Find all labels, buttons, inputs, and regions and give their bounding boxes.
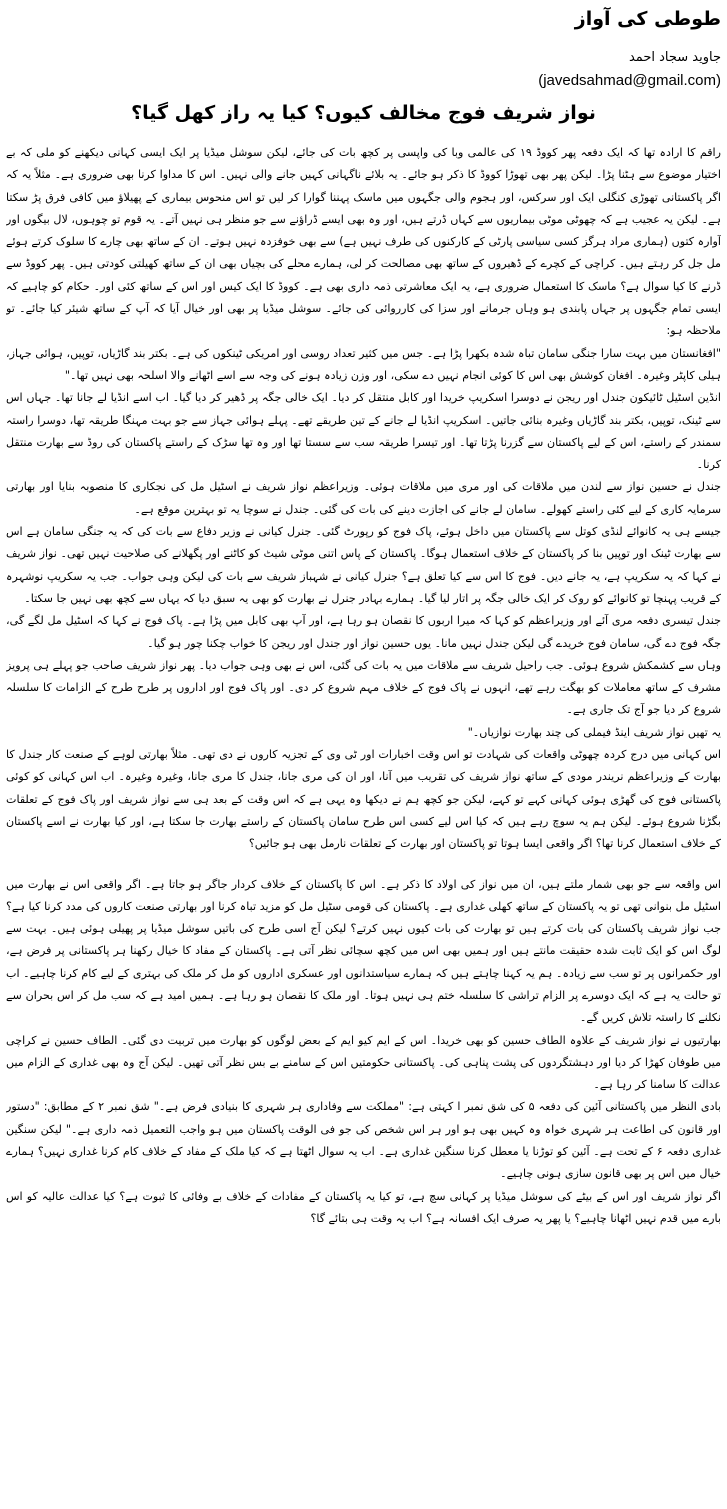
paragraph-gap (6, 856, 721, 874)
paragraph: بھارتیوں نے نواز شریف کے علاوہ الطاف حسین کو بھی خریدا۔ اس کے ایم کیو ایم کے بعض لوگوں کو بھارت میں تربیت دی گئی۔ الطاف حسین نے کراچی میں طوفان کھڑا کر دیا اور دہشتگردوں کی پشت پناہی کی۔ پاکستانی حکومتیں اس کے سامنے بے بس نظر آتی تھیں۔ لیکن آج وہ بھی غداری کے الزام میں عدالت کا سامنا کر رہا ہے۔ (6, 1033, 721, 1092)
paragraph: جندل نے حسین نواز سے لندن میں ملاقات کی اور مری میں ملاقات ہوئی۔ وزیراعظم نواز شریف نے اسٹیل مل کی نجکاری کا منصوبہ بنایا اور بھارتی سرمایہ کاری کے لیے کئی راستے کھولے۔ سامان لے جانے کی اجازت دینے کی بات کی گئی۔ جندل نے سوچا یہ تو بہترین موقع ہے۔ (6, 480, 721, 516)
column-name: طوطی کی آواز (574, 8, 721, 30)
paragraph: اگر نواز شریف اور اس کے بیٹے کی سوشل میڈیا پر کہانی سچ ہے، تو کیا یہ پاکستان کے مفادات کے خلاف بے وفائی کا ثبوت ہے؟ کیا عدالت عالیہ کو اس بارے میں قدم نہیں اٹھانا چاہیے؟ یا پھر یہ صرف ایک افسانہ ہے؟ اب یہ وقت ہی بتائے گا؟ (6, 1189, 721, 1225)
author-name: جاوید سجاد احمد (628, 50, 721, 65)
paragraph: اس واقعہ سے جو بھی شمار ملتے ہیں، ان میں نواز کی اولاد کا ذکر ہے۔ اس کا پاکستان کے خلاف کردار جاگر ہو جاتا ہے۔ اگر واقعی اس نے بھارت میں اسٹیل مل بنوانی تھی تو یہ پاکستان کے ساتھ کھلی غداری ہے۔ پاکستان کی قومی سٹیل مل کو مزید تباہ کرنا اور بھارتی صنعت کاروں کی مدد کرنا کیا ہے؟ جب نواز شریف پاکستان کی بات کرتے ہیں تو بھارت کی بات کیوں نہیں کرتے؟ لیکن آج اسی طرح کی باتیں سوشل میڈیا پر پھیلی ہوئی ہیں۔ بہت سے لوگ اس کو ایک ثابت شدہ حقیقت مانتے ہیں اور ہمیں بھی اس میں کچھ سچائی نظر آتی ہے۔ پاکستان کے مفاد کا خیال رکھنا ہر پاکستانی پر فرض ہے، اور حکمرانوں پر تو سب سے زیادہ۔ ہم یہ کہنا چاہتے ہیں کہ ہمارے سیاستدانوں اور عسکری اداروں کو مل کر ملک کی بہتری کے لیے کام کرنا چاہیے۔ اب تو حالت یہ ہے کہ ایک دوسرے پر الزام تراشی کا سلسلہ ختم ہی نہیں ہوتا۔ اور ملک کا نقصان ہو رہا ہے۔ ہمیں امید ہے کہ سب مل کر اس بحران سے نکلنے کا راستہ تلاش کریں گے۔ (6, 877, 721, 1025)
paragraph: جندل تیسری دفعہ مری آئے اور وزیراعظم کو کہا کہ میرا اربوں کا نقصان ہو رہا ہے، اور آپ بھی کابل میں پڑا ہے۔ پاک فوج نے کہا کہ اسٹیل مل لگے گی، جگہ فوج دے گی، سامان فوج خریدے گی لیکن جندل نہیں مانا۔ یوں حسین نواز اور جندل اور ریجن کا خواب چکنا چور ہو گیا۔ (6, 614, 721, 650)
paragraph: جیسے ہی یہ کانوائے لنڈی کوتل سے پاکستان میں داخل ہوئے، پاک فوج کو رپورٹ گئی۔ جنرل کیانی نے وزیر دفاع سے بات کی کہ یہ جنگی سامان ہے اس سے بھارت ٹینک اور توپیں بنا کر پاکستان کے خلاف استعمال ہوگا۔ پاکستان کے پاس اتنی موٹی شیٹ کو کاٹنے اور پگھلانے کی صلاحیت نہیں تھی۔ نواز شریف نے کہا کہ یہ سکریپ ہے، یہ جانے دیں۔ فوج کا اس سے کیا تعلق ہے؟ جنرل کیانی نے شہباز شریف سے بات کی لیکن وہی جواب۔ جب یہ سکریپ نوشہرہ کے قریب پہنچا تو کانوائے کو روک کر ایک خالی جگہ پر اتار لیا گیا۔ ہمارے بہادر جنرل نے بھارت کو بھی یہ سبق دیا کہ یہاں سے کچھ بھی نہیں جا سکتا۔ (6, 525, 721, 605)
author-email: (javedsahmad@gmail.com) (538, 72, 721, 89)
paragraph: "افغانستان میں بہت سارا جنگی سامان تباہ شدہ بکھرا پڑا ہے۔ جس میں کثیر تعداد روسی اور امریکی ٹینکوں کی ہے۔ بکتر بند گاڑیاں، توپیں، ہوائی جہاز، ہیلی کاپٹر وغیرہ۔ افغان کوشش بھی اس کا کوئی انجام نہیں دے سکی، اور وزن زیادہ ہونے کی وجہ سے اسے اٹھانے والا اسلحہ بھی نہیں تھا۔" (6, 346, 721, 382)
paragraph: راقم کا ارادہ تھا کہ ایک دفعہ پھر کووڈ ۱۹ کی عالمی وبا کی واپسی پر کچھ بات کی جائے، لیکن سوشل میڈیا پر ایک ایسی کہانی دیکھنے کو ملی کہ بے اختیار موضوع سے ہٹنا پڑا۔ لیکن پھر بھی تھوڑا کووڈ کا ذکر ہو جائے۔ یہ بلائے ناگہانی کہیں جانے والی نہیں۔ اس کا مداوا کرنا بھی ضروری ہے۔ مثلاً یہ کہ اگر پاکستانی تھوڑی کنگلی ایک اور سرکس، اور ہجوم والی جگہوں میں ماسک پہننا گوارا کر لیں تو اس منحوس بیماری کے پھیلاؤ میں کافی فرق پڑ سکتا ہے۔ لیکن یہ عجیب ہے کہ چھوٹی موٹی بیماریوں سے کہاں ڈرتے ہیں، اور وہ بھی ایسے ڈراؤنے سے جو منظر ہی نہیں آتے۔ یہ قوم تو چوہوں، لال بیگوں اور آوارہ کتوں (ہماری مراد ہرگز کسی سیاسی پارٹی کے کارکنوں کی طرف نہیں ہے) سے بھی خوفزدہ نہیں ہوتے۔ ان کے ساتھ بھی چارے کا سلوک کرتے ہوئے مل جل کر رہتے ہیں۔ کراچی کے کچرے کے ڈھیروں کے ساتھ بھی مصالحت کر لی، ہمارے محلے کی بچیاں بھی ان کے ساتھ کھیلتی کودتی ہیں۔ پھر کووڈ سے ڈرنے کا کیا سوال ہے؟ ماسک کا استعمال ضروری ہے، یہ ایک معاشرتی ذمہ داری بھی ہے۔ کووڈ کا ایک کیس اور اس کے ساتھ کئی اور۔ حکام کو چاہیے کہ ایسی تمام جگہوں پر جہاں پابندی ہو وہاں جرمانے اور سزا کی کارروائی کی جائے۔ سوشل میڈیا پر بھی اور خیال آیا کہ آپ کے ساتھ شیئر کیا جائے۔ تو ملاحظہ ہو: (6, 146, 721, 338)
paragraph: یہ تھیں نواز شریف اینڈ فیملی کی چند بھارت نوازیاں۔" (467, 725, 721, 739)
paragraph: وہاں سے کشمکش شروع ہوئی۔ جب راحیل شریف سے ملاقات میں یہ بات کی گئی، اس نے بھی وہی جواب دیا۔ پھر نواز شریف صاحب جو پہلے ہی پرویز مشرف کے ساتھ معاملات کو بھگت رہے تھے، انہوں نے پاک فوج کے خلاف مہم شروع کر دی۔ اور پاک فوج اور اداروں پر طرح طرح کے الزامات کا سلسلہ شروع کر دیا جو آج تک جاری ہے۔ (6, 658, 721, 717)
article-headline: نواز شریف فوج مخالف کیوں؟ کیا یہ راز کھل گیا؟ (131, 102, 596, 124)
paragraph: انڈین اسٹیل ٹائیکون جندل اور ریجن نے دوسرا اسکریپ خریدا اور کابل منتقل کر دیا۔ ایک خالی جگہ پر ڈھیر کر دیا گیا۔ اب اسے انڈیا لے جانا تھا۔ جہاں اس سے ٹینک، توپیں، بکتر بند گاڑیاں وغیرہ بنائی جاتیں۔ اسکریپ انڈیا لے جانے کے تین طریقے تھے۔ پہلے ہوائی جہاز سے جو بہت مہنگا طریقہ تھا، دوسرا راستہ سمندر کے راستے، اس کے لیے پاکستان سے گزرنا پڑتا تھا۔ اور تیسرا طریقہ سب سے سستا تھا اور وہ تھا سڑک کے راستے پاکستان کی روڈ سے بھارت منتقل کرنا۔ (6, 391, 721, 472)
article-body (6, 142, 721, 1505)
paragraph: بادی النظر میں پاکستانی آئین کی دفعہ ۵ کی شق نمبر ا کہتی ہے: "مملکت سے وفاداری ہر شہری کا بنیادی فرض ہے۔" شق نمبر ۲ کے مطابق: "دستور اور قانون کی اطاعت ہر شہری خواہ وہ کہیں بھی ہو اور ہر اس شخص کی جو فی الوقت پاکستان میں ہو واجب التعمیل ذمہ داری ہے۔" لیکن سنگین غداری دفعہ ۶ کے تحت ہے۔ آئین کو توڑنا یا معطل کرنا سنگین غداری ہے۔ اب یہ سوال اٹھتا ہے کہ کیا ملک کے مفاد کے خلاف کام کرنا غداری نہیں؟ ہمارے خیال میں اس پر بھی قانون سازی ہونی چاہیے۔ (6, 1100, 721, 1181)
paragraph: اس کہانی میں درج کردہ چھوٹی واقعات کی شہادت تو اس وقت اخبارات اور ٹی وی کے تجزیہ کاروں نے دی تھی۔ مثلاً بھارتی لوہے کے صنعت کار جندل کا بھارت کے وزیراعظم نریندر مودی کے ساتھ نواز شریف کی تقریب میں آنا، اور ان کی مری جانا، جندل کا مری جانا، وغیرہ وغیرہ۔ اب اس کہانی کو کوئی پاکستانی فوج کی گھڑی ہوئی کہانی کہے تو کہے، لیکن جو کچھ ہم نے دیکھا وہ یہی ہے کہ اس وقت کے بعد ہی سے نواز شریف اور پاک فوج کے تعلقات بگڑنا شروع ہوئے۔ لیکن ہم یہ سوچ رہے ہیں کہ کیا اس لیے کسی اس طرح سامان پاکستان کے راستے بھارت جا سکتا ہے، اور کیا بھارت نے اسے پاکستان کے خلاف استعمال کرنا تھا؟ اگر واقعی ایسا ہوتا تو پاکستان اور بھارت کے تعلقات نارمل بھی ہو جائیں؟ (6, 748, 721, 851)
